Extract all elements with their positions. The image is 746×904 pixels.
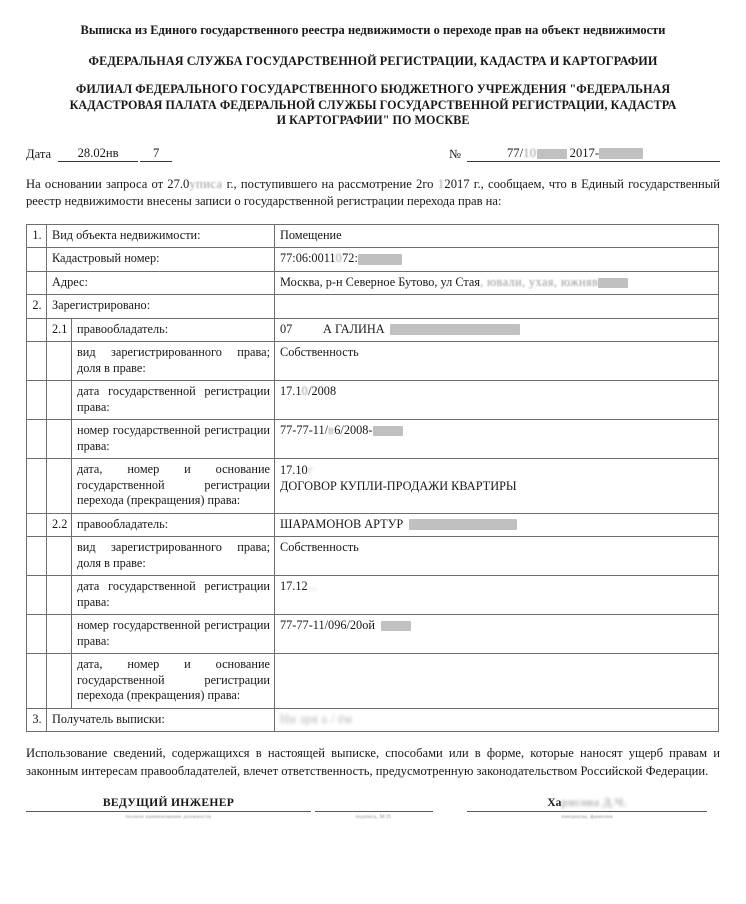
signature-name-caption: инициалы, фамилия <box>561 814 613 820</box>
row-number <box>27 420 47 459</box>
reg-date-tail: /2008 <box>308 384 337 398</box>
row-value <box>275 459 719 514</box>
redaction-block <box>390 324 520 335</box>
row-value <box>275 271 719 295</box>
table-row <box>27 513 719 537</box>
row-subnumber <box>47 576 72 615</box>
row-label: правообладатель: <box>72 318 275 342</box>
row-label: дата, номер и основание государственной регистрации перехода (прекращения) права: <box>72 459 275 514</box>
row-number <box>27 342 47 381</box>
row-subnumber <box>47 615 72 654</box>
signature-block <box>26 796 720 821</box>
reg-date-blur: 0 <box>301 384 309 398</box>
row-subnumber: 2.1 <box>47 318 72 342</box>
number-group <box>449 146 720 162</box>
cadastral-number-part: 77:06:0011 <box>280 251 336 265</box>
transfer-basis-line: ДОГОВОР КУПЛИ-ПРОДАЖИ КВАРТИРЫ <box>280 479 517 493</box>
organisation-header <box>26 53 720 129</box>
signature-stamp-caption: подпись, М.П. <box>355 814 393 820</box>
row-subnumber: 2.2 <box>47 513 72 537</box>
row-value <box>275 576 719 615</box>
row-number <box>27 615 47 654</box>
redaction-block <box>599 148 643 159</box>
redaction-block <box>598 278 628 288</box>
table-row <box>27 318 719 342</box>
table-row <box>27 537 719 576</box>
row-number: 3. <box>27 708 47 732</box>
signature-position-caption: полное наименование должности <box>125 814 212 820</box>
row-subnumber <box>47 420 72 459</box>
row-subnumber <box>47 459 72 514</box>
row-subnumber <box>47 537 72 576</box>
row-number <box>27 381 47 420</box>
signature-position-column <box>26 796 311 821</box>
signature-rule <box>26 811 311 812</box>
row-number <box>27 248 47 272</box>
reg-number-part: 77-77-11/096/20 <box>280 618 363 632</box>
row-value: Помещение <box>275 224 719 248</box>
row-label: Кадастровый номер: <box>47 248 275 272</box>
row-label: Вид объекта недвижимости: <box>47 224 275 248</box>
table-row <box>27 271 719 295</box>
row-label: правообладатель: <box>72 513 275 537</box>
row-value <box>275 381 719 420</box>
date-value-field[interactable]: 28.02нв <box>58 146 138 162</box>
row-label: Зарегистрировано: <box>47 295 275 319</box>
date-label: Дата <box>26 146 52 161</box>
usage-warning-note: Использование сведений, содержащихся в настоящей выписке, способами или в форме, которые наносят ущерб правам и законным интересам правообладателей, влечет ответственность, предусмотренную законодательством Российской Федерации. <box>26 746 720 778</box>
org-name-federal-service: ФЕДЕРАЛЬНАЯ СЛУЖБА ГОСУДАРСТВЕННОЙ РЕГИСТРАЦИИ, КАДАСТРА И КАРТОГРАФИИ <box>88 54 658 68</box>
signature-name-column <box>467 796 707 821</box>
row-number <box>27 576 47 615</box>
recipient-blur: Ни эря а / ём <box>280 711 353 726</box>
number-prefix: 77/ <box>507 145 524 160</box>
number-year: 2017- <box>569 145 600 160</box>
egrn-records-table <box>26 224 719 733</box>
intro-blur-2: 1 <box>437 176 445 191</box>
table-row <box>27 224 719 248</box>
date-group <box>26 146 172 162</box>
document-meta-row <box>26 146 720 162</box>
transfer-date-line <box>280 462 714 478</box>
row-number: 2. <box>27 295 47 319</box>
page-title: Выписка из Единого государственного реестра недвижимости о переходе прав на объект недвижимости <box>80 23 666 37</box>
row-number: 1. <box>27 224 47 248</box>
holder-name: А ГАЛИНА <box>323 321 385 336</box>
row-label: номер государственной регистрации права: <box>72 615 275 654</box>
row-number <box>27 459 47 514</box>
table-row <box>27 708 719 732</box>
reg-number-part: 77-77-11/ <box>280 423 329 437</box>
row-label: дата, номер и основание государственной регистрации перехода (прекращения) права: <box>72 654 275 709</box>
transfer-date-blur: г <box>307 463 314 477</box>
redaction-block <box>358 254 402 265</box>
number-redacted-part: 10 <box>523 145 537 160</box>
table-row <box>27 248 719 272</box>
number-label: № <box>448 146 461 161</box>
row-value <box>275 654 719 709</box>
cadastral-number-blur: 0 <box>335 251 343 265</box>
row-label: Адрес: <box>47 271 275 295</box>
reg-date-part: 17.1 <box>280 384 302 398</box>
row-label: номер государственной регистрации права: <box>72 420 275 459</box>
holder-prefix: 07 <box>280 321 293 336</box>
row-number <box>27 318 47 342</box>
row-value <box>275 318 719 342</box>
row-subnumber <box>47 654 72 709</box>
redaction-block <box>537 149 567 159</box>
holder-name: ШАРАМОНОВ АРТУР <box>280 516 404 531</box>
intro-paragraph <box>26 176 720 211</box>
reg-number-tail: ой <box>362 618 375 632</box>
reg-date-part: 17.12 <box>280 579 308 593</box>
table-row <box>27 615 719 654</box>
signer-name <box>467 796 707 810</box>
reg-number-blur: в <box>328 423 335 437</box>
signature-stamp-area <box>315 796 433 810</box>
table-row <box>27 420 719 459</box>
row-value <box>275 248 719 272</box>
row-number <box>27 654 47 709</box>
row-value <box>275 708 719 732</box>
address-text: Москва, р-н Северное Бутово, ул Стая <box>280 274 481 289</box>
intro-text-part3: 2017 г., сообщаем, что в Единый государственный реестр недвижимости внесены записи о государственной регистрации перехода прав на: <box>26 176 720 208</box>
table-row <box>27 459 719 514</box>
date-value-tail-field[interactable]: 7 <box>140 146 172 162</box>
transfer-date-part: 17.10 <box>280 463 308 477</box>
intro-text-part1: На основании запроса от 27.0 <box>26 176 190 191</box>
row-value: Собственность <box>275 342 719 381</box>
row-label: дата государственной регистрации права: <box>72 576 275 615</box>
redaction-block <box>373 426 403 436</box>
signer-name-part: Ха <box>547 796 562 809</box>
intro-text-part2: г., поступившего на рассмотрение 2го <box>222 176 434 191</box>
row-value <box>275 513 719 537</box>
signer-position: ВЕДУЩИЙ ИНЖЕНЕР <box>102 796 235 809</box>
row-subnumber <box>47 381 72 420</box>
row-label: вид зарегистрированного права; доля в праве: <box>72 342 275 381</box>
table-row <box>27 654 719 709</box>
table-row <box>27 576 719 615</box>
reg-number-tail: 6/2008- <box>334 423 373 437</box>
reg-date-blur: ... <box>307 579 319 593</box>
cadastral-number-tail: 72: <box>342 251 358 265</box>
row-label: Получатель выписки: <box>47 708 275 732</box>
signer-name-blur: рисова Д.Ч. <box>561 796 627 809</box>
row-number <box>27 271 47 295</box>
signature-stamp-column <box>315 796 433 821</box>
row-number <box>27 513 47 537</box>
row-value <box>275 420 719 459</box>
redaction-block <box>381 621 411 631</box>
signature-rule <box>315 811 433 812</box>
row-value <box>275 615 719 654</box>
row-label: вид зарегистрированного права; доля в праве: <box>72 537 275 576</box>
table-row <box>27 295 719 319</box>
row-subnumber <box>47 342 72 381</box>
intro-blur-1: уписа <box>189 176 223 191</box>
table-row <box>27 381 719 420</box>
row-value: Собственность <box>275 537 719 576</box>
redaction-block <box>409 519 517 530</box>
number-value-field[interactable] <box>467 146 720 162</box>
address-blur: , ювали, ухая, южняв <box>480 274 599 289</box>
signature-rule <box>467 811 707 812</box>
row-value <box>275 295 719 319</box>
row-label: дата государственной регистрации права: <box>72 381 275 420</box>
table-row <box>27 342 719 381</box>
row-number <box>27 537 47 576</box>
org-name-branch: ФИЛИАЛ ФЕДЕРАЛЬНОГО ГОСУДАРСТВЕННОГО БЮДЖЕТНОГО УЧРЕЖДЕНИЯ "ФЕДЕРАЛЬНАЯ КАДАСТРОВАЯ ПАЛАТА ФЕДЕРАЛЬНОЙ СЛУЖБЫ ГОСУДАРСТВЕННОЙ РЕГИСТРАЦИИ, КАДАСТРА И КАРТОГРАФИИ" ПО МОСКВЕ <box>69 82 677 127</box>
